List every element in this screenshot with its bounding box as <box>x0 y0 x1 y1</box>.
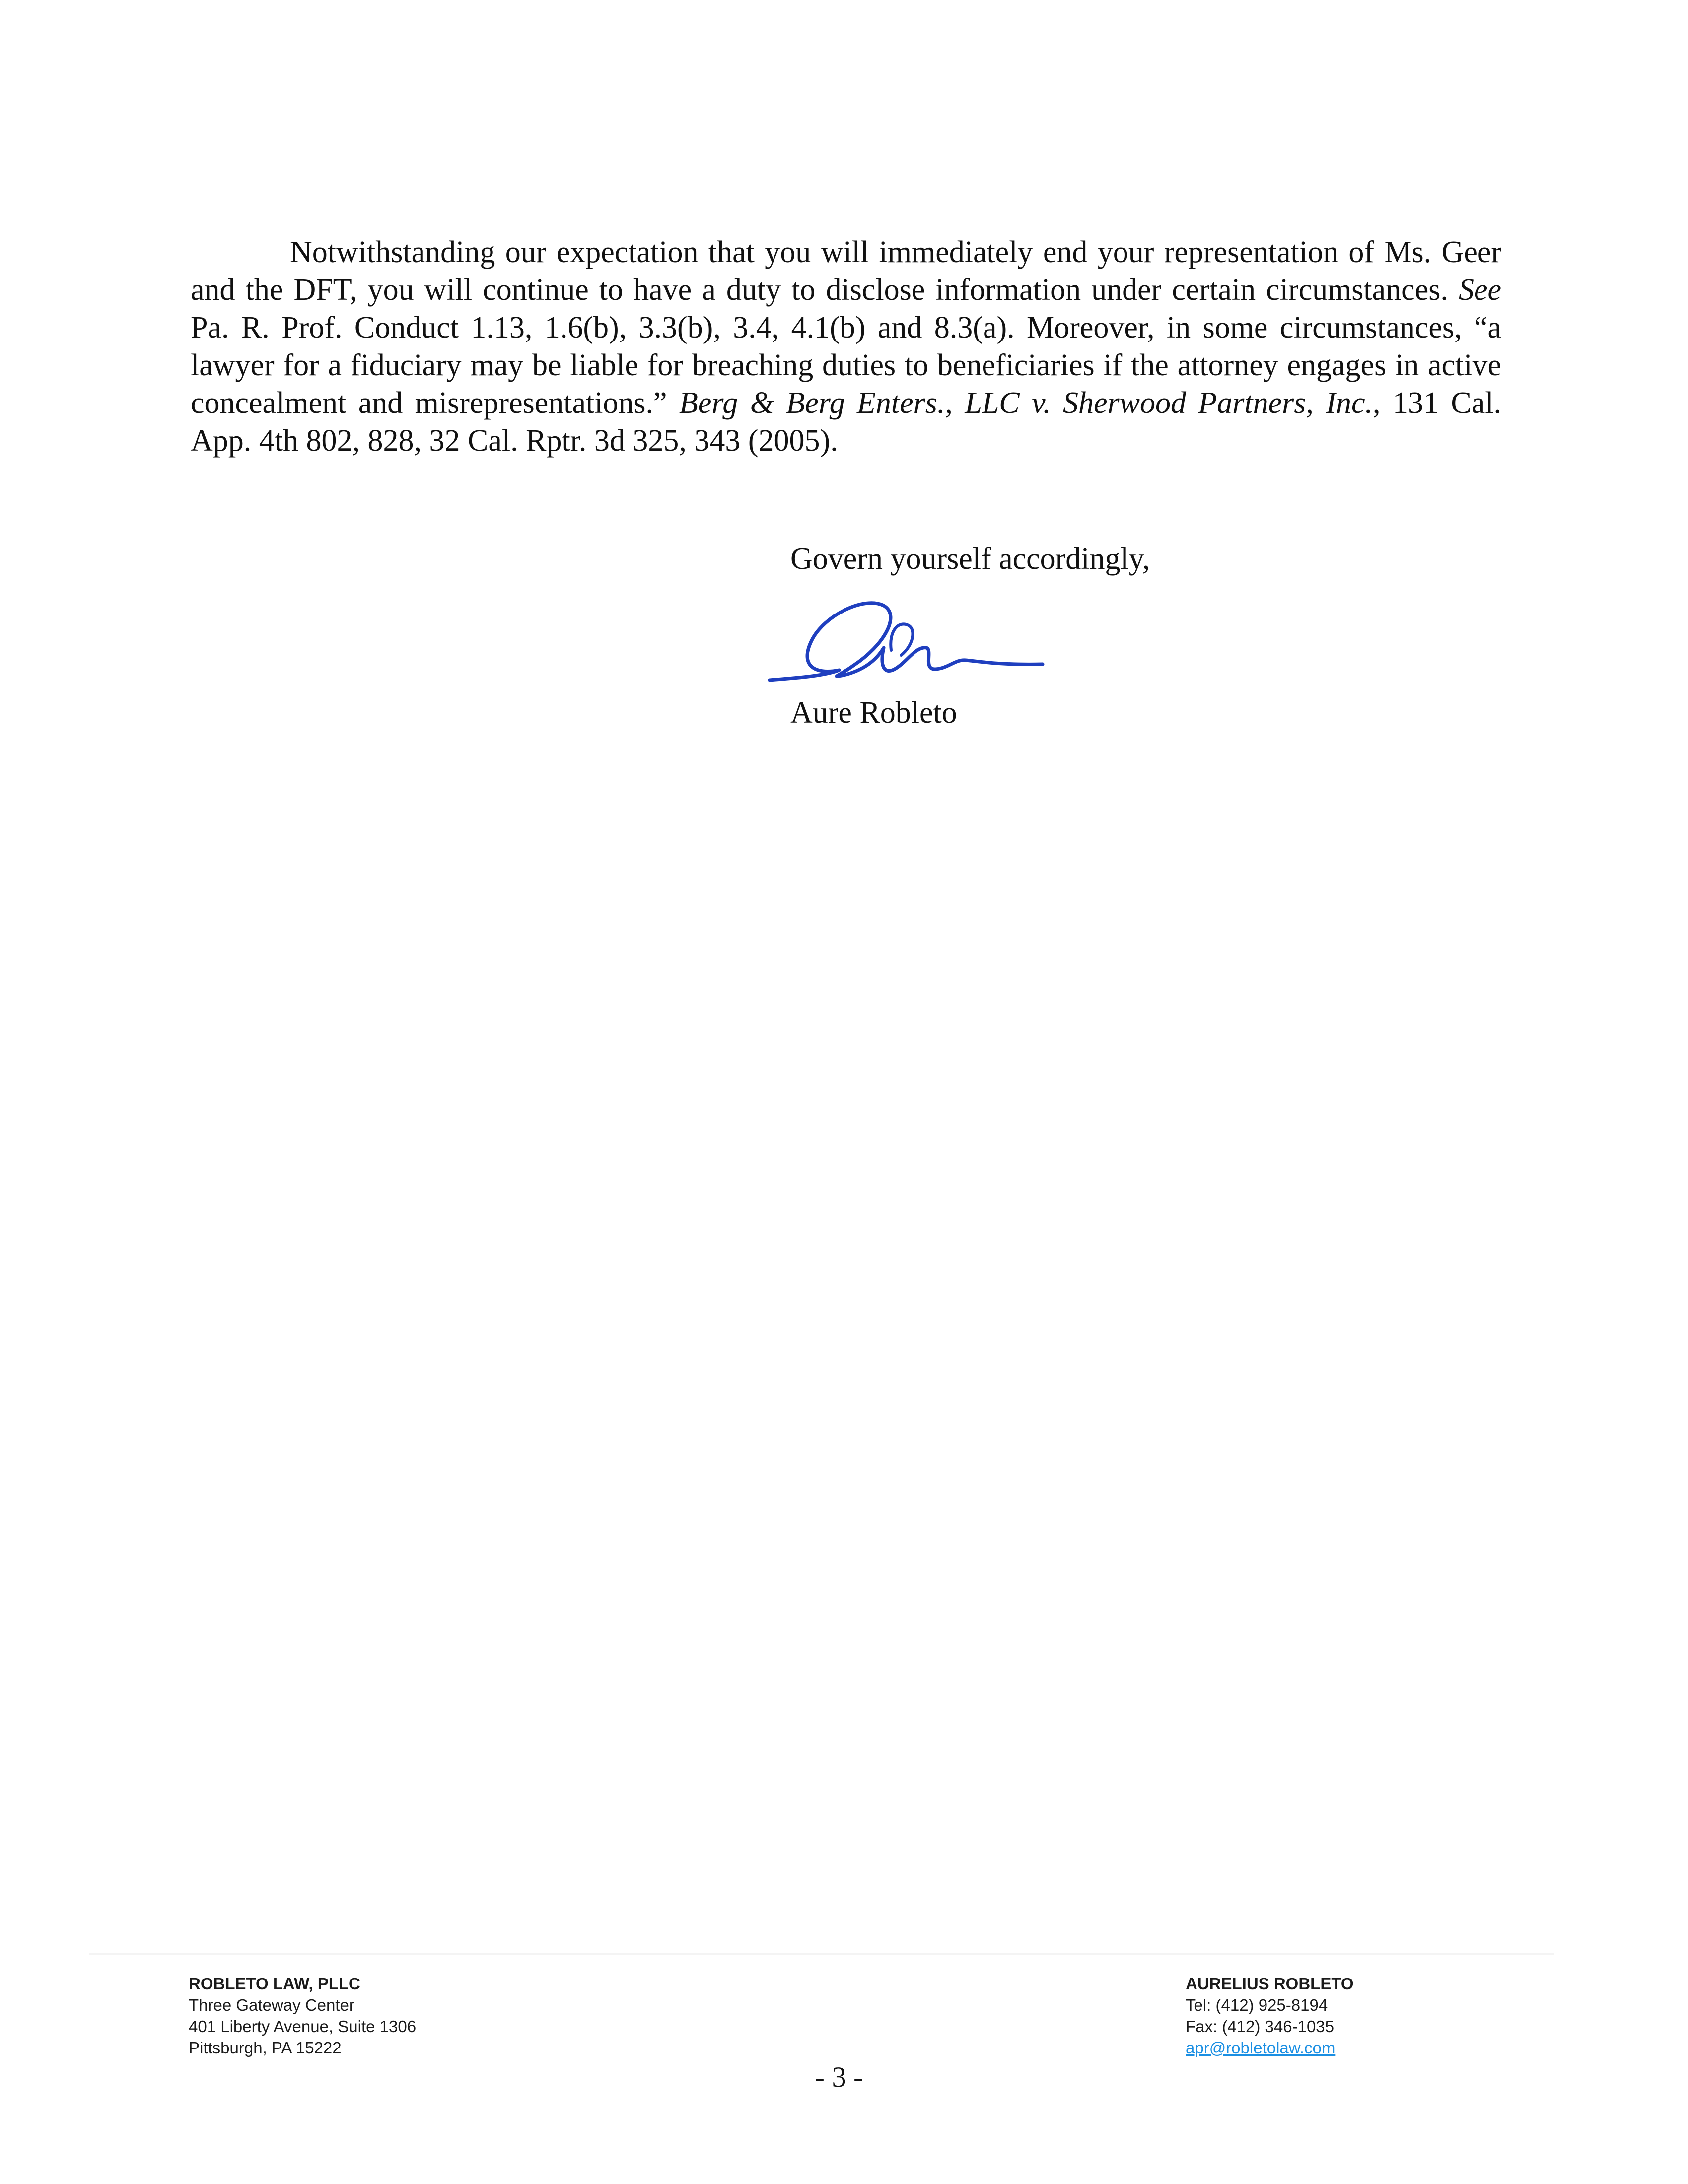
firm-address-line-3: Pittsburgh, PA 15222 <box>189 2039 342 2057</box>
firm-name: ROBLETO LAW, PLLC <box>189 1975 360 1993</box>
handwritten-signature <box>765 591 1053 710</box>
paragraph-text-1: Notwithstanding our expectation that you will immediately end your representation of Ms. Geer and the DFT, you will continue to have a duty to disclose information under certain circumstances. <box>191 235 1501 307</box>
attorney-name: AURELIUS ROBLETO <box>1186 1975 1354 1993</box>
body-paragraph <box>191 233 1501 460</box>
telephone-number: Tel: (412) 925-8194 <box>1186 1996 1328 2014</box>
footer-firm-block <box>189 1973 416 2058</box>
case-name-citation: Berg & Berg Enters., LLC v. Sherwood Partners, Inc. <box>679 386 1373 420</box>
signature-flourish <box>891 624 913 655</box>
email-link[interactable]: apr@robletolaw.com <box>1186 2039 1336 2057</box>
footer-contact-block <box>1186 1973 1354 2058</box>
paragraph-text-3: , 131 Cal. App. 4th 802, 828, 32 Cal. Rptr. 3d 325, 343 (2005). <box>191 386 1502 458</box>
citation-signal-see: See <box>1458 273 1501 307</box>
firm-address-line-2: 401 Liberty Avenue, Suite 1306 <box>189 2017 417 2036</box>
footer-divider <box>89 1953 1554 1955</box>
closing-line: Govern yourself accordingly, <box>790 542 1150 576</box>
signer-name: Aure Robleto <box>790 696 957 730</box>
signature-stroke <box>770 603 1043 680</box>
firm-address-line-1: Three Gateway Center <box>189 1996 354 2014</box>
paragraph-text-2: Pa. R. Prof. Conduct 1.13, 1.6(b), 3.3(b), 3.4, 4.1(b) and 8.3(a). Moreover, in some circumstances, “a lawyer for a fiduciary may be liable for breaching duties to beneficiaries if the attorney engages in active concealment and misrepresentations.” <box>191 311 1501 420</box>
fax-number: Fax: (412) 346-1035 <box>1186 2017 1335 2036</box>
page-number: - 3 - <box>815 2061 863 2093</box>
